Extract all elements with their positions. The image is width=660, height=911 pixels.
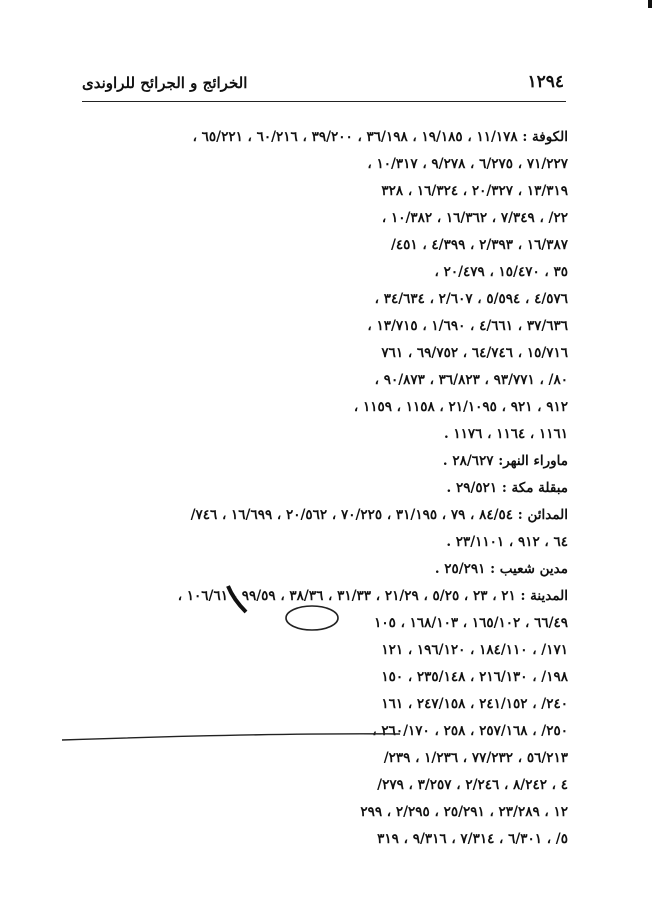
index-line (178, 583, 568, 609)
index-line (435, 556, 568, 582)
index-line (372, 718, 568, 744)
index-line (375, 367, 568, 393)
index-line (367, 151, 568, 177)
index-line (377, 826, 568, 852)
entry-label: المدائن : (517, 507, 568, 523)
entry-references: ٢١ ، ٢٣ ، ٥/٢٥ ، ٢١/٢٩ ، ٣١/٣٣ ، ٣٨/٣٦ ، ٩٩/٥٩ ، ١٠٦/٦١ ، (177, 588, 516, 604)
index-line (447, 475, 568, 501)
entry-references: ٣٧/٦٣٦ ، ٤/٦٦١ ، ١/٦٩٠ ، ١٣/٧١٥ ، (367, 318, 568, 334)
entry-references: ٤ ، ٨/٢٤٢ ، ٢/٢٤٦ ، ٣/٢٥٧ ، ٢٧٩/ (377, 777, 568, 793)
corner-mark (648, 0, 652, 8)
index-line (381, 178, 568, 204)
entry-references: ٦٦/٤٩ ، ١٦٥/١٠٢ ، ١٦٨/١٠٣ ، ١٠٥ (374, 615, 568, 631)
header-divider (82, 101, 566, 102)
index-line (443, 448, 568, 474)
entry-label: الكوفة : (522, 129, 568, 145)
entry-references: ١١٦١ ، ١١٦٤ ، ١١٧٦ . (444, 426, 568, 442)
entry-label: مبقلة مكة : (501, 480, 568, 496)
index-line (382, 205, 568, 231)
entry-references: ٥٦/٢١٣ ، ٧٧/٢٣٢ ، ١/٢٣٦ ، ٢٣٩/ (383, 750, 568, 766)
index-line (381, 637, 568, 663)
index-line (384, 745, 568, 771)
entry-references: ١٢ ، ٢٣/٢٨٩ ، ٢٥/٢٩١ ، ٢/٢٩٥ ، ٢٩٩ (360, 804, 568, 820)
entry-references: ١١/١٧٨ ، ١٩/١٨٥ ، ٣٦/١٩٨ ، ٣٩/٢٠٠ ، ٦٠/٢١٦ ، ٦٥/٢٢١ ، (192, 129, 518, 145)
page-title: الخرائج و الجرائح للراوندى (82, 74, 248, 92)
entry-references: ٢٥/٢٩١ . (434, 561, 486, 577)
index-line (435, 259, 568, 285)
index-line (381, 664, 568, 690)
entry-references: ٨٤/٥٤ ، ٧٩ ، ٣١/١٩٥ ، ٧٠/٢٢٥ ، ٢٠/٥٦٢ ، ١٦/٦٩٩ ، ٧٤٦/ (190, 507, 514, 523)
circle-annotation (286, 606, 338, 630)
index-line (381, 340, 568, 366)
page-header (82, 70, 566, 100)
entry-references: ١٣/٣١٩ ، ٢٠/٣٢٧ ، ١٦/٣٢٤ ، ٣٢٨ (381, 183, 568, 199)
entry-references: ١٧١/ ، ١٨٤/١١٠ ، ١٩٦/١٢٠ ، ١٢١ (381, 642, 568, 658)
index-line (377, 772, 568, 798)
entry-label: ماوراء النهر: (498, 453, 568, 469)
entry-references: ٦٤ ، ٩١٢ ، ٢٣/١١٠١ . (446, 534, 568, 550)
entry-label: مدين شعيب : (490, 561, 568, 577)
index-line (193, 124, 568, 150)
entry-references: ٤/٥٧٦ ، ٥/٥٩٤ ، ٢/٦٠٧ ، ٣٤/٦٣٤ ، (374, 291, 568, 307)
index-line (375, 286, 568, 312)
index-line (191, 502, 568, 528)
entry-references: ١٥/٧١٦ ، ٦٤/٧٤٦ ، ٦٩/٧٥٢ ، ٧٦١ (381, 345, 568, 361)
entry-references: ٢٨/٦٢٧ . (442, 453, 494, 469)
entry-references: ٣٥ ، ١٥/٤٧٠ ، ٢٠/٤٧٩ ، (434, 264, 568, 280)
entry-references: ٢٥٠/ ، ٢٥٧/١٦٨ ، ٢٥٨ ، ٢٦٠/١٧٠ ، (372, 723, 568, 739)
index-line (391, 232, 568, 258)
index-line (374, 610, 568, 636)
index-line (446, 529, 568, 555)
entry-label: المدينة : (520, 588, 568, 604)
index-line (444, 421, 568, 447)
index-line (381, 691, 568, 717)
entry-references: ٩١٢ ، ٩٢١ ، ٢١/١٠٩٥ ، ١١٥٨ ، ١١٥٩ ، (353, 399, 568, 415)
entry-references: ٢٩/٥٢١ . (446, 480, 498, 496)
index-line (367, 313, 568, 339)
entry-references: ٢٢/ ، ٧/٣٤٩ ، ١٦/٣٦٢ ، ١٠/٣٨٢ ، (381, 210, 568, 226)
underline-stroke (62, 734, 400, 740)
entry-references: ٥/ ، ٦/٣٠١ ، ٧/٣١٤ ، ٩/٣١٦ ، ٣١٩ (377, 831, 568, 847)
index-line (354, 394, 568, 420)
entry-references: ١٩٨/ ، ٢١٦/١٣٠ ، ٢٣٥/١٤٨ ، ١٥٠ (381, 669, 568, 685)
index-line (360, 799, 568, 825)
entry-references: ١٦/٣٨٧ ، ٢/٣٩٣ ، ٤/٣٩٩ ، ٤٥١/ (390, 237, 568, 253)
page-number: ١٢٩٤ (527, 72, 564, 92)
entry-references: ٧١/٢٢٧ ، ٦/٢٧٥ ، ٩/٢٧٨ ، ١٠/٣١٧ ، (367, 156, 568, 172)
entry-references: ٨٠/ ، ٩٣/٧٧١ ، ٣٦/٨٢٣ ، ٩٠/٨٧٣ ، (374, 372, 568, 388)
entry-references: ٢٤٠/ ، ٢٤١/١٥٢ ، ٢٤٧/١٥٨ ، ١٦١ (381, 696, 568, 712)
